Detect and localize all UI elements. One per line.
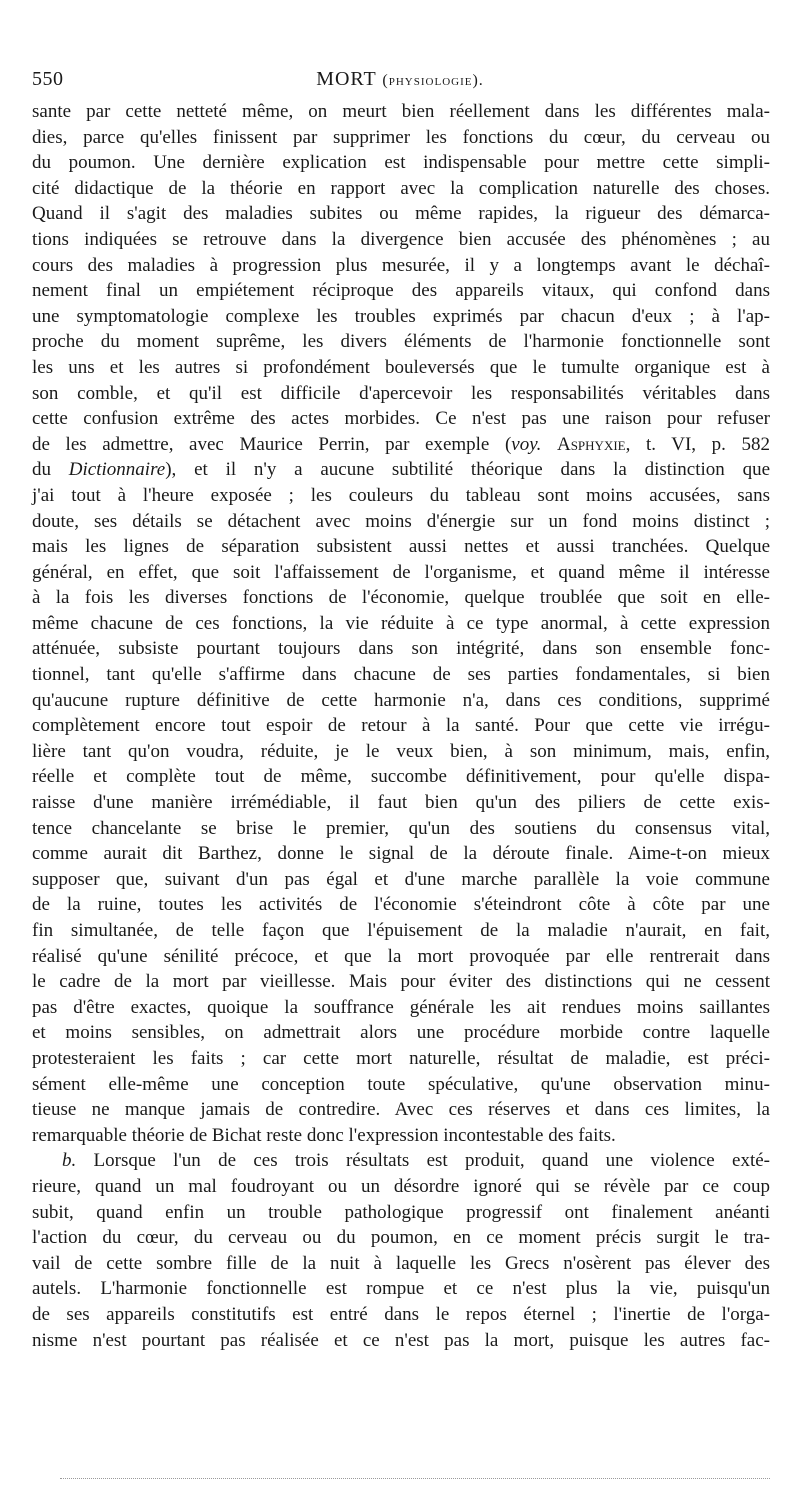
text-line-reference xyxy=(32,457,770,483)
text-line: subit, quand enfin un trouble pathologique progressif ont finalement anéanti xyxy=(32,1201,770,1223)
text-line: tence chancelante se brise le premier, qu'un des soutiens du consensus vital, xyxy=(32,817,770,839)
text-line: complètement encore tout espoir de retour à la santé. Pour que cette vie irrégu- xyxy=(32,715,770,737)
text-line: atténuée, subsiste pourtant toujours dans son intégrité, dans son ensemble fonc- xyxy=(32,638,770,660)
text-line: dies, parce qu'elles finissent par supprimer les fonctions du cœur, du cerveau ou xyxy=(32,126,770,148)
text-line: réalisé qu'une sénilité précoce, et que la mort provoquée par elle rentrerait dans xyxy=(32,945,770,967)
text-line: tieuse ne manque jamais de contredire. Avec ces réserves et dans ces limites, la xyxy=(32,1099,770,1121)
asphyxie-reference: Asphyxie xyxy=(556,433,626,455)
line-text: de les admettre, avec Maurice Perrin, par exemple ( xyxy=(32,433,512,455)
text-line-reference xyxy=(32,432,770,458)
text-line: autels. L'harmonie fonctionnelle est rompue et ce n'est plus la vie, puisqu'un xyxy=(32,1278,770,1300)
text-line: de la ruine, toutes les activités de l'économie s'éteindront côte à côte par une xyxy=(32,894,770,916)
text-line: protesteraient les faits ; car cette mort naturelle, résultat de maladie, est préci- xyxy=(32,1047,770,1069)
text-line: général, en effet, que soit l'affaissement de l'organisme, et quand même il intéresse xyxy=(32,561,770,583)
running-subtitle: (physiologie). xyxy=(382,72,484,89)
text-line: rieure, quand un mal foudroyant ou un désordre ignoré qui se révèle par ce coup xyxy=(32,1175,770,1197)
text-line: à la fois les diverses fonctions de l'économie, quelque troublée que soit en elle- xyxy=(32,587,770,609)
text-line: et moins sensibles, on admettrait alors une procédure morbide contre laquelle xyxy=(32,1022,770,1044)
text-line: l'action du cœur, du cerveau ou du poumon, en ce moment précis surgit le tra- xyxy=(32,1227,770,1249)
text-line: remarquable théorie de Bichat reste donc l'expression incontestable des faits. xyxy=(32,1124,616,1146)
voy-abbreviation: voy. xyxy=(511,433,542,455)
page-number: 550 xyxy=(32,68,64,90)
text-line: réelle et complète tout de même, succombe définitivement, pour qu'elle dispa- xyxy=(32,766,770,788)
text-line: fin simultanée, de telle façon que l'épuisement de la maladie n'aurait, en fait, xyxy=(32,920,770,941)
text-line: pas d'être exactes, quoique la souffrance générale les ait rendues moins saillantes xyxy=(32,996,770,1018)
line-text: , t. VI, p. 582 xyxy=(625,433,771,455)
text-line: du poumon. Une dernière explication est indispensable pour mettre cette simpli- xyxy=(32,152,770,174)
line-text: du xyxy=(32,459,69,481)
text-line: une symptomatologie complexe les troubles exprimés par chacun d'eux ; à l'ap- xyxy=(32,305,770,327)
text-line: même chacune de ces fonctions, la vie réduite à ce type anormal, à cette expression xyxy=(32,612,770,634)
body-text xyxy=(32,99,770,1353)
text-line: nement final un empiétement réciproque des appareils vitaux, qui confond dans xyxy=(32,280,770,302)
text-line: proche du moment suprême, les divers éléments de l'harmonie fonctionnelle sont xyxy=(32,331,770,353)
running-head xyxy=(0,68,800,91)
text-line: lière tant qu'on voudra, réduite, je le veux bien, à son minimum, mais, enfin, xyxy=(32,740,770,762)
text-line: le cadre de la mort par vieillesse. Mais pour éviter des distinctions qui ne cessent xyxy=(32,971,770,993)
text-line: sante par cette netteté même, on meurt bien réellement dans les différentes mala- xyxy=(32,101,770,122)
text-line: nisme n'est pourtant pas réalisée et ce n'est pas la mort, puisque les autres fac- xyxy=(32,1329,770,1351)
text-line: tions indiquées se retrouve dans la divergence bien accusée des phénomènes ; au xyxy=(32,228,770,250)
text-line: comme aurait dit Barthez, donne le signal de la déroute finale. Aime-t-on mieux xyxy=(32,843,770,865)
text-line: sément elle-même une conception toute spéculative, qu'une observation minu- xyxy=(32,1073,770,1095)
text-line: cette confusion extrême des actes morbides. Ce n'est pas une raison pour refuser xyxy=(32,408,770,430)
text-line: les uns et les autres si profondément bouleversés que le tumulte organique est à xyxy=(32,356,770,378)
dictionnaire-reference: Dictionnaire xyxy=(68,459,166,481)
paragraph-b-first-line xyxy=(32,1148,770,1174)
page-header xyxy=(0,68,800,92)
text-line: cité didactique de la théorie en rapport avec la complication naturelle des choses. xyxy=(32,177,770,199)
text-line: vail de cette sombre fille de la nuit à laquelle les Grecs n'osèrent pas élever des xyxy=(32,1252,770,1274)
text-line: mais les lignes de séparation subsistent aussi nettes et aussi tranchées. Quelque xyxy=(32,536,770,558)
text-line: Quand il s'agit des maladies subites ou même rapides, la rigueur des démarca- xyxy=(32,203,770,225)
text-line: raisse d'une manière irrémédiable, il faut bien qu'un des piliers de cette exis- xyxy=(32,792,770,814)
text-line: tionnel, tant qu'elle s'affirme dans chacune de ses parties fondamentales, si bien xyxy=(32,664,770,686)
running-title: MORT xyxy=(316,68,377,90)
text-line: j'ai tout à l'heure exposée ; les couleurs du tableau sont moins accusées, sans xyxy=(32,484,770,506)
line-text: ), et il n'y a aucune subtilité théorique dans la distinction que xyxy=(165,459,771,481)
footer-dotted-rule xyxy=(60,1478,770,1479)
text-line: doute, ses détails se détachent avec moins d'énergie sur un fond moins distinct ; xyxy=(32,510,770,532)
text-line: son comble, et qu'il est difficile d'apercevoir les responsabilités véritables dans xyxy=(32,382,770,404)
text-line: cours des maladies à progression plus mesurée, il y a longtemps avant le déchaî- xyxy=(32,254,770,276)
text-line: de ses appareils constitutifs est entré dans le repos éternel ; l'inertie de l'orga- xyxy=(32,1303,770,1325)
text-line: supposer que, suivant d'un pas égal et d'une marche parallèle la voie commune xyxy=(32,868,770,890)
paragraph-label: b. xyxy=(62,1150,77,1172)
text-line: qu'aucune rupture définitive de cette harmonie n'a, dans ces conditions, supprimé xyxy=(32,689,770,711)
line-text: Lorsque l'un de ces trois résultats est produit, quand une violence exté- xyxy=(76,1150,770,1172)
